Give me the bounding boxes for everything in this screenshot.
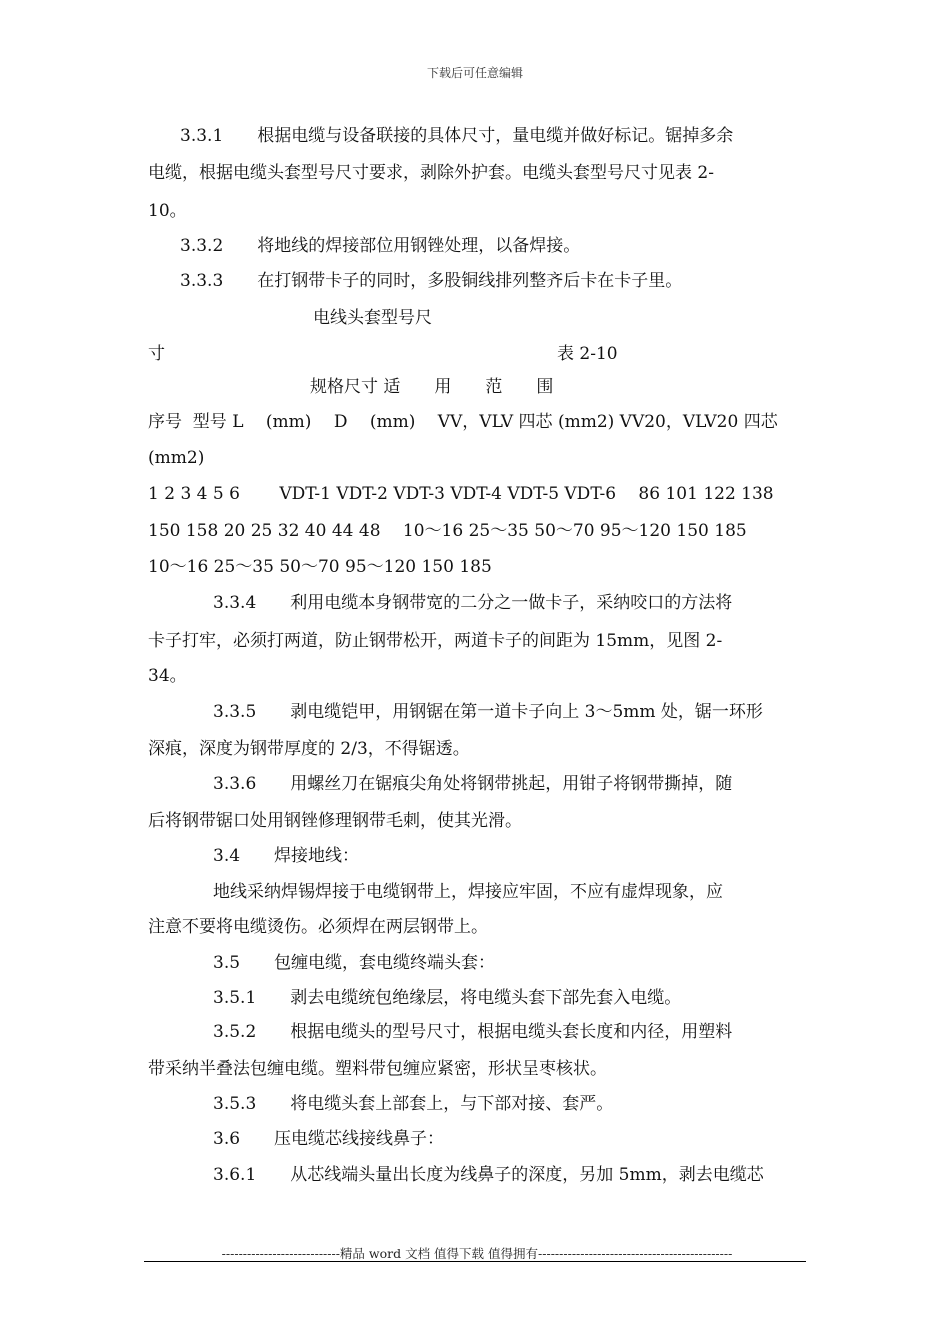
table-header-row: 序号 型号 L (mm) D (mm) VV，VLV 四芯 (mm2) VV20，VLV20 四芯: [148, 412, 778, 432]
table-caption-cont: 寸: [148, 344, 165, 364]
table-number: 表 2-10: [557, 344, 618, 364]
text-line: 10。: [148, 201, 187, 221]
text-line: 3.3.6 用螺丝刀在锯痕尖角处将钢带挑起，用钳子将钢带撕掉，随: [213, 774, 733, 794]
page-footer: ----------------------------精品 word 文档 值得下载 值得拥有----------------------------------------------: [221, 1246, 733, 1261]
text-line: 3.3.3 在打钢带卡子的同时，多股铜线排列整齐后卡在卡子里。: [180, 271, 683, 291]
section-heading: 3.5 包缠电缆，套电缆终端头套：: [213, 953, 496, 973]
section-heading: 3.6 压电缆芯线接线鼻子：: [213, 1129, 445, 1149]
text-line: 带采纳半叠法包缠电缆。塑料带包缠应紧密，形状呈枣核状。: [148, 1059, 607, 1079]
text-line: 3.3.2 将地线的焊接部位用钢锉处理，以备焊接。: [180, 236, 581, 256]
text-line: 3.5.2 根据电缆头的型号尺寸，根据电缆头套长度和内径，用塑料: [213, 1022, 733, 1042]
text-line: 3.3.1 根据电缆与设备联接的具体尺寸，量电缆并做好标记。锯掉多余: [180, 126, 734, 146]
table-data-row: 1 2 3 4 5 6 VDT-1 VDT-2 VDT-3 VDT-4 VDT-5 VDT-6 86 101 122 138: [148, 484, 774, 504]
text-line: 注意不要将电缆烫伤。必须焊在两层钢带上。: [148, 917, 488, 937]
text-line: 3.3.5 剥电缆铠甲，用钢锯在第一道卡子向上 3～5mm 处，锯一环形: [213, 702, 763, 722]
text-line: 34。: [148, 666, 187, 686]
section-heading: 3.4 焊接地线：: [213, 846, 360, 866]
table-data-row: 150 158 20 25 32 40 44 48 10～16 25～35 50～70 95～120 150 185: [148, 521, 747, 541]
table-caption: 电线头套型号尺: [313, 308, 432, 328]
text-line: 3.3.4 利用电缆本身钢带宽的二分之一做卡子，采纳咬口的方法将: [213, 593, 733, 613]
text-line: 3.5.1 剥去电缆统包绝缘层，将电缆头套下部先套入电缆。: [213, 988, 682, 1008]
text-line: 电缆，根据电缆头套型号尺寸要求，剥除外护套。电缆头套型号尺寸见表 2-: [148, 163, 714, 183]
text-line: 卡子打牢，必须打两道，防止钢带松开，两道卡子的间距为 15mm，见图 2-: [148, 631, 723, 651]
text-line: 3.6.1 从芯线端头量出长度为线鼻子的深度，另加 5mm，剥去电缆芯: [213, 1165, 764, 1185]
text-line: 后将钢带锯口处用钢锉修理钢带毛刺，使其光滑。: [148, 811, 522, 831]
text-line: 地线采纳焊锡焊接于电缆钢带上，焊接应牢固，不应有虚焊现象，应: [213, 882, 723, 902]
table-data-row: 10～16 25～35 50～70 95～120 150 185: [148, 557, 492, 577]
table-header: 规格尺寸 适 用 范 围: [310, 377, 554, 397]
footer-divider: [144, 1261, 806, 1262]
page-header: 下载后可任意编辑: [426, 66, 523, 80]
text-line: 深痕，深度为钢带厚度的 2/3，不得锯透。: [148, 739, 470, 759]
text-line: 3.5.3 将电缆头套上部套上，与下部对接、套严。: [213, 1094, 614, 1114]
table-header-row: (mm2): [148, 448, 205, 468]
